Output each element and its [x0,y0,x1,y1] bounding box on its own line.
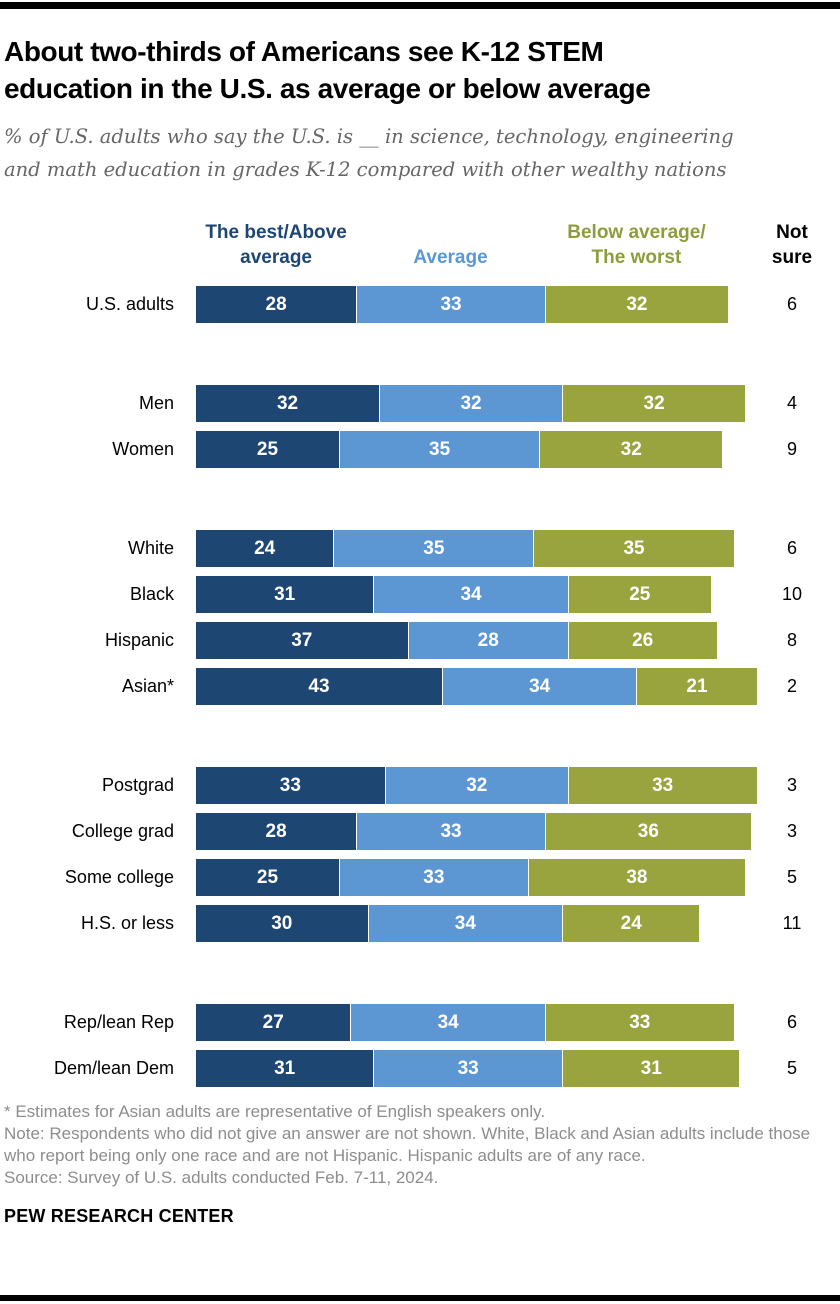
bar-segment-below-average-worst: 32 [545,286,728,323]
bar-segment-best-above-average: 37 [196,622,408,659]
bar-segment-average: 34 [368,905,562,942]
bar-segment-best-above-average: 30 [196,905,368,942]
bar-segment-average: 34 [442,668,636,705]
bar-segment-below-average-worst: 38 [528,859,745,896]
bar-segment-average: 33 [356,286,545,323]
top-divider [0,2,840,9]
row-label: Hispanic [104,630,174,650]
row-label: U.S. adults [85,294,174,314]
bar-segment-below-average-worst: 21 [636,668,756,705]
chart-row [4,622,836,659]
legend-below-average-worst: Below average/ The worst [567,222,706,268]
bar-segment-best-above-average: 24 [196,530,333,567]
legend-best-above-average: The best/Above average [205,222,347,268]
chart-row [4,859,836,896]
row-label: H.S. or less [80,913,174,933]
bar-segment-below-average-worst: 35 [533,530,733,567]
pew-research-center-wordmark: PEW RESEARCH CENTER [4,1206,234,1226]
not-sure-value: 3 [786,775,797,795]
asterisk-footnote: * Estimates for Asian adults are representative of English speakers only. [4,1102,546,1121]
chart-row [4,576,836,613]
stacked-bar [196,1050,768,1087]
chart-row [4,905,836,942]
bar-segment-average: 32 [385,767,568,804]
legend-not-sure: Not sure [771,222,813,268]
bar-segment-below-average-worst: 25 [568,576,711,613]
row-label: Some college [64,867,174,887]
chart-row [4,813,836,850]
bar-segment-below-average-worst: 33 [568,767,757,804]
bar-segment-best-above-average: 31 [196,576,373,613]
stacked-bar [196,813,768,850]
chart-group [4,385,836,468]
not-sure-value: 9 [786,439,797,459]
note-text: Note: Respondents who did not give an answer are not shown. White, Black and Asian adults include those who report being only one race and are not Hispanic. Hispanic adults are of any race. [4,1124,811,1165]
row-label: White [127,538,174,558]
subtitle-line-1: % of U.S. adults who say the U.S. is __ in science, technology, engineering [4,125,734,148]
chart-footer [4,1101,816,1189]
row-label: Men [138,393,174,413]
bar-segment-average: 33 [373,1050,562,1087]
chart-row [4,431,836,468]
bar-segment-best-above-average: 33 [196,767,385,804]
source-text: Source: Survey of U.S. adults conducted Feb. 7-11, 2024. [4,1168,439,1187]
title-line-2: education in the U.S. as average or below average [4,73,651,104]
bottom-divider [0,1295,840,1301]
chart-row [4,1050,836,1087]
bar-segment-average: 33 [339,859,528,896]
bar-segment-below-average-worst: 32 [562,385,745,422]
chart-legend [4,220,836,270]
stacked-bar [196,622,768,659]
chart-group [4,1004,836,1087]
bar-segment-best-above-average: 43 [196,668,442,705]
not-sure-value: 8 [786,630,797,650]
title-line-1: About two-thirds of Americans see K-12 STEM [4,36,604,67]
chart-row [4,668,836,705]
stacked-bar [196,576,768,613]
bar-segment-best-above-average: 28 [196,286,356,323]
chart-group [4,530,836,705]
stacked-bar [196,859,768,896]
bar-segment-best-above-average: 28 [196,813,356,850]
bar-segment-below-average-worst: 33 [545,1004,734,1041]
stacked-bar-chart [4,286,836,1087]
bar-segment-below-average-worst: 36 [545,813,751,850]
stacked-bar [196,905,768,942]
chart-group [4,767,836,942]
bar-segment-average: 33 [356,813,545,850]
row-label: College grad [71,821,174,841]
page-title [4,33,836,107]
not-sure-value: 6 [786,538,797,558]
bar-segment-below-average-worst: 32 [539,431,722,468]
bar-segment-best-above-average: 27 [196,1004,350,1041]
not-sure-value: 2 [786,676,797,696]
bar-segment-below-average-worst: 31 [562,1050,739,1087]
row-label: Black [129,584,174,604]
not-sure-value: 4 [786,393,797,413]
bar-segment-below-average-worst: 26 [568,622,717,659]
bar-segment-average: 35 [339,431,539,468]
bar-segment-best-above-average: 31 [196,1050,373,1087]
bar-segment-average: 34 [373,576,567,613]
chart-row [4,530,836,567]
bar-segment-best-above-average: 25 [196,859,339,896]
chart-group [4,286,836,323]
stacked-bar [196,668,768,705]
not-sure-value: 6 [786,1012,797,1032]
subtitle-line-2: and math education in grades K-12 compared with other wealthy nations [4,158,727,181]
stacked-bar [196,530,768,567]
row-label: Rep/lean Rep [63,1012,174,1032]
stacked-bar [196,767,768,804]
bar-segment-average: 32 [379,385,562,422]
bar-segment-below-average-worst: 24 [562,905,699,942]
stacked-bar [196,385,768,422]
row-label: Dem/lean Dem [53,1058,174,1078]
legend-series-labels [196,220,768,270]
row-label: Women [112,439,174,459]
bar-segment-average: 28 [408,622,568,659]
not-sure-value: 11 [782,913,802,933]
not-sure-value: 6 [786,294,797,314]
chart-subtitle [4,120,836,186]
not-sure-value: 5 [786,867,797,887]
bar-segment-average: 34 [350,1004,544,1041]
stacked-bar [196,286,768,323]
bar-segment-average: 35 [333,530,533,567]
chart-row [4,1004,836,1041]
not-sure-value: 3 [786,821,797,841]
chart-row [4,385,836,422]
stacked-bar [196,1004,768,1041]
bar-segment-best-above-average: 32 [196,385,379,422]
chart-row [4,286,836,323]
stacked-bar [196,431,768,468]
not-sure-value: 5 [786,1058,797,1078]
not-sure-value: 10 [781,584,803,604]
legend-average: Average [413,247,488,268]
bar-segment-best-above-average: 25 [196,431,339,468]
row-label: Asian* [121,676,174,696]
chart-row [4,767,836,804]
row-label: Postgrad [101,775,174,795]
